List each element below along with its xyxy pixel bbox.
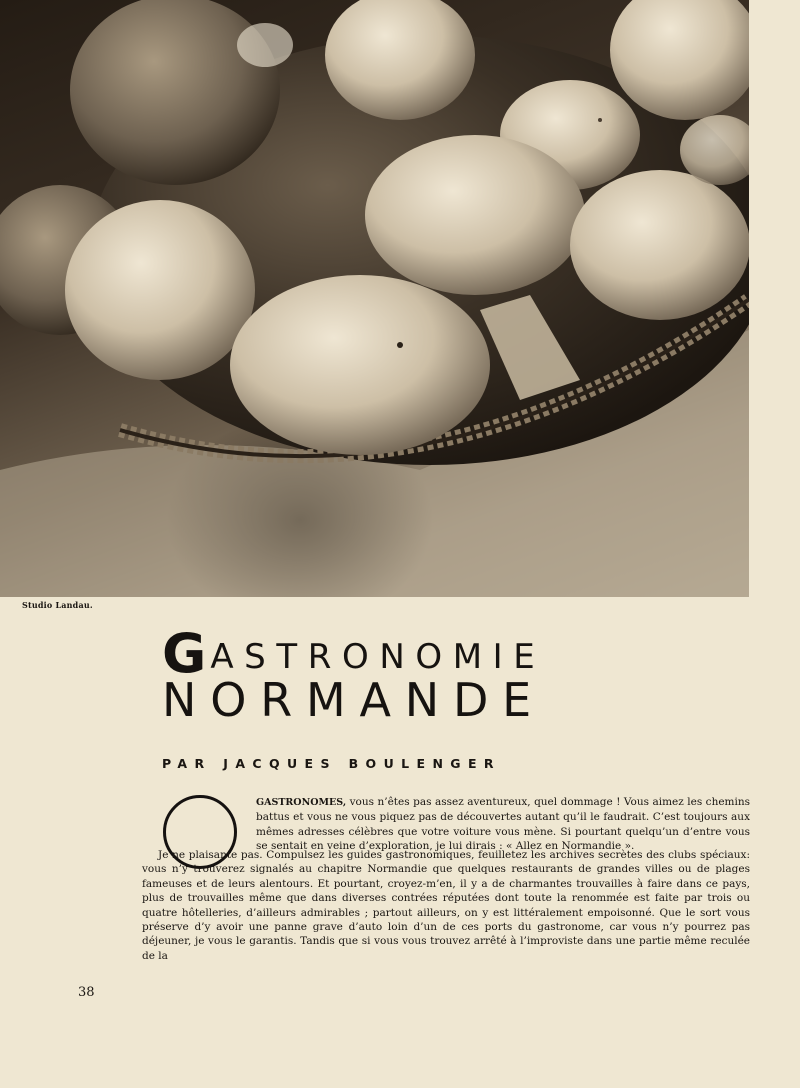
byline: PAR JACQUES BOULENGER: [162, 756, 501, 771]
paragraph-1-text: vous n’êtes pas assez aventureux, quel dommage ! Vous aimez les chemins battus et vous ne vous piquez pas de découvertes autant qu’il le faudrait. C’est toujours aux mêmes adresses célèbres que votre voiture vous mène. Si pourtant quelqu’un d’entre vous se sentait en veine d’exploration, je lui dirais : « Allez en Normandie ».: [256, 796, 751, 853]
title-initial: G: [162, 622, 211, 685]
paragraph-1: [256, 795, 750, 854]
article-intro: [256, 795, 750, 854]
article-body: [142, 848, 750, 963]
title-line-1-rest: ASTRONOMIE: [210, 637, 546, 677]
photo-credit: Studio Landau.: [22, 600, 93, 610]
title-line-2: NORMANDE: [162, 673, 546, 727]
page-number: 38: [78, 985, 95, 1000]
paragraph-2: Je ne plaisante pas. Compulsez les guides gastronomiques, feuilletez les archives secrètes des clubs spéciaux: vous n’y trouverez signalés au chapitre Normandie que quelques restaurants de grandes villes ou de plages fameuses et de leurs alentours. Et pourtant, croyez-m’en, il y a de charmantes trouvailles à faire dans ce pays, plus de trouvailles même que dans diverses contrées réputées dont toute la renommée est faite par trois ou quatre hôtelleries, d’ailleurs admirables ; partout ailleurs, on y est littéralement empoisonné. Que le sort vous préserve d’y avoir une panne grave d’auto loin d’un de ces ports du gastronome, car vous n’y pourrez pas déjeuner, je vous le garantis. Tandis que si vous vous trouvez arrêté à l’improviste dans une partie même reculée de la: [142, 849, 750, 962]
lead-word: GASTRONOMES,: [256, 797, 347, 808]
